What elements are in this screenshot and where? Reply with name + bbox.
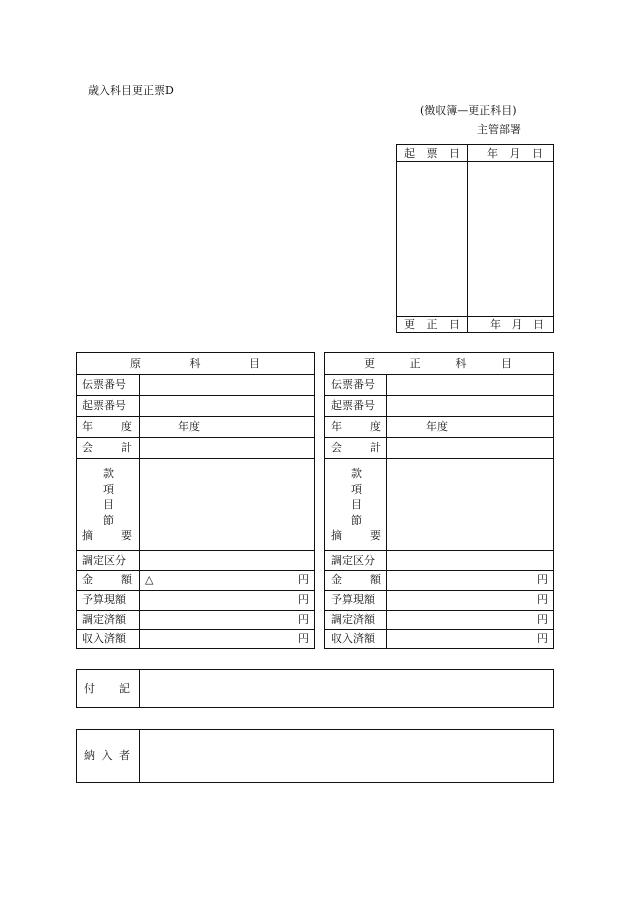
original-thick-line xyxy=(76,590,315,591)
corrected-category-label: 調定区分 xyxy=(331,554,375,567)
corrected-assessed-label: 調定済額 xyxy=(331,613,375,626)
corrected-line xyxy=(324,550,554,551)
original-line xyxy=(76,610,315,611)
corrected-line xyxy=(324,629,554,630)
department-label: 主管部署 xyxy=(477,123,521,136)
form-subtitle: (徴収簿—更正科目) xyxy=(420,104,517,117)
corrected-account-label: 会 計 xyxy=(331,441,381,454)
original-line xyxy=(76,395,315,396)
form-title: 歳入科目更正票D xyxy=(88,84,174,97)
corrected-line xyxy=(324,395,554,396)
corrected-thick-line xyxy=(324,570,554,571)
original-line xyxy=(76,374,315,375)
original-received-label: 収入済額 xyxy=(82,632,126,645)
date-box-header-line xyxy=(396,161,554,162)
corrected-summary-label: 摘 要 xyxy=(331,529,381,542)
original-amount-triangle: △ xyxy=(145,573,154,586)
corrected-year-label: 年 度 xyxy=(331,420,381,433)
original-line xyxy=(76,458,315,459)
corrected-line xyxy=(324,437,554,438)
corrected-items-labels: 款 項 目 節 xyxy=(351,467,362,527)
draft-date-label: 起 票 日 xyxy=(404,147,460,160)
original-budget-label: 予算現額 xyxy=(82,593,126,606)
original-assessed-yen: 円 xyxy=(298,613,309,626)
corrected-thick-line xyxy=(324,590,554,591)
original-account-label: 会 計 xyxy=(82,441,132,454)
original-amount-yen: 円 xyxy=(298,573,309,586)
original-summary-label: 摘 要 xyxy=(82,529,132,542)
original-year-label: 年 度 xyxy=(82,420,132,433)
payer-divider xyxy=(139,729,140,783)
corrected-line xyxy=(324,374,554,375)
original-year-value: 年度 xyxy=(178,420,200,433)
correction-date-ymd: 年 月 日 xyxy=(490,318,544,331)
original-budget-yen: 円 xyxy=(298,593,309,606)
notes-box xyxy=(76,669,554,708)
corrected-draft-no-label: 起票番号 xyxy=(331,399,375,412)
corrected-budget-yen: 円 xyxy=(537,593,548,606)
correction-date-label: 更 正 日 xyxy=(404,318,460,331)
original-line xyxy=(76,416,315,417)
original-draft-no-label: 起票番号 xyxy=(82,399,126,412)
corrected-line xyxy=(324,458,554,459)
corrected-amount-yen: 円 xyxy=(537,573,548,586)
original-voucher-no-label: 伝票番号 xyxy=(82,378,126,391)
corrected-year-value: 年度 xyxy=(426,420,448,433)
corrected-assessed-yen: 円 xyxy=(537,613,548,626)
original-line xyxy=(76,550,315,551)
corrected-line xyxy=(324,416,554,417)
payer-label: 納 入 者 xyxy=(84,749,130,762)
original-received-yen: 円 xyxy=(298,632,309,645)
original-thick-line xyxy=(76,570,315,571)
corrected-received-yen: 円 xyxy=(537,632,548,645)
original-items-labels: 款 項 目 節 xyxy=(103,467,114,527)
original-line xyxy=(76,629,315,630)
original-assessed-label: 調定済額 xyxy=(82,613,126,626)
original-category-label: 調定区分 xyxy=(82,554,126,567)
corrected-line xyxy=(324,610,554,611)
notes-divider xyxy=(139,669,140,708)
date-box-divider xyxy=(467,144,468,333)
original-header: 原 科 目 xyxy=(130,357,260,370)
corrected-voucher-no-label: 伝票番号 xyxy=(331,378,375,391)
payer-box xyxy=(76,729,554,783)
draft-date-ymd: 年 月 日 xyxy=(487,147,543,160)
original-line xyxy=(76,437,315,438)
date-box xyxy=(396,144,554,333)
notes-label: 付 記 xyxy=(84,682,130,695)
corrected-received-label: 収入済額 xyxy=(331,632,375,645)
corrected-budget-label: 予算現額 xyxy=(331,593,375,606)
corrected-amount-label: 金 額 xyxy=(331,573,381,586)
date-box-footer-line xyxy=(396,316,554,317)
original-amount-label: 金 額 xyxy=(82,573,132,586)
corrected-header: 更 正 科 目 xyxy=(364,357,512,370)
